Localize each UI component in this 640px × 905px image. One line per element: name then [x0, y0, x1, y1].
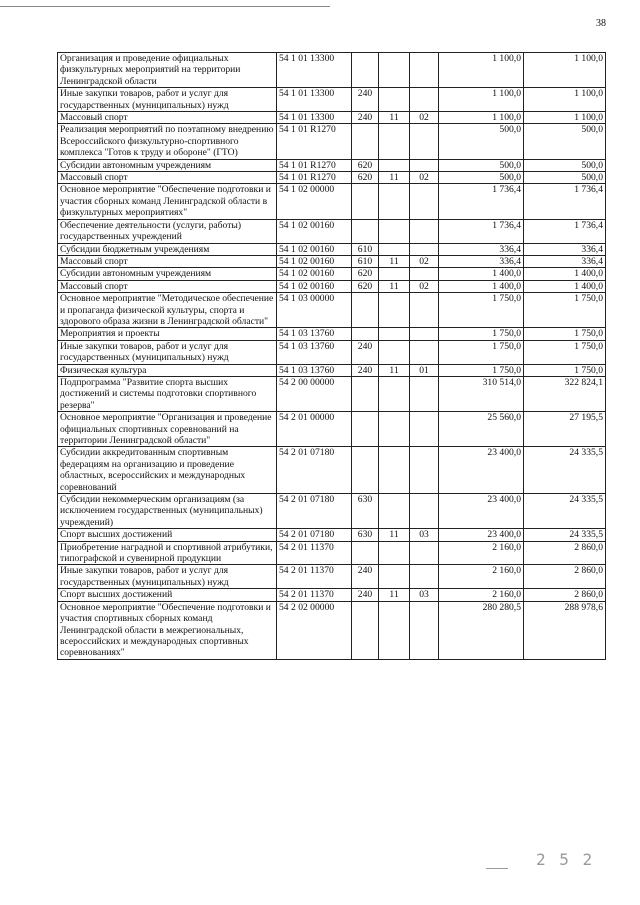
expense-type-code: 240: [352, 88, 379, 112]
amount-year-1: 1 736,4: [439, 184, 524, 219]
expense-type-code: [352, 124, 379, 159]
table-row: [58, 328, 606, 340]
section-code: 11: [379, 112, 410, 124]
table-row: [58, 412, 606, 447]
amount-year-2: 1 100,0: [524, 53, 606, 88]
amount-year-2: 1 750,0: [524, 364, 606, 376]
section-code: [379, 88, 410, 112]
section-code: [379, 601, 410, 659]
table-row: [58, 293, 606, 328]
table-row: [58, 255, 606, 267]
subsection-code: [410, 53, 439, 88]
subsection-code: [410, 565, 439, 589]
budget-table-body: [58, 53, 606, 660]
row-name: Основное мероприятие "Обеспечение подготовки и участия сборных команд Ленинградской области в физкультурных мероприятиях": [58, 184, 277, 219]
section-code: 11: [379, 364, 410, 376]
table-row: [58, 172, 606, 184]
section-code: 11: [379, 280, 410, 292]
row-name: Основное мероприятие "Организация и проведение официальных спортивных соревнований на территории Ленинградской области": [58, 412, 277, 447]
amount-year-2: 336,4: [524, 255, 606, 267]
row-name: Массовый спорт: [58, 280, 277, 292]
target-article-code: 54 1 01 13300: [277, 88, 352, 112]
amount-year-1: 23 400,0: [439, 494, 524, 529]
subsection-code: 01: [410, 364, 439, 376]
amount-year-1: 1 736,4: [439, 219, 524, 243]
table-row: [58, 243, 606, 255]
section-code: [379, 159, 410, 171]
expense-type-code: 620: [352, 159, 379, 171]
table-row: [58, 364, 606, 376]
target-article-code: 54 2 01 00000: [277, 412, 352, 447]
subsection-code: [410, 293, 439, 328]
amount-year-2: 1 100,0: [524, 112, 606, 124]
table-row: [58, 589, 606, 601]
expense-type-code: 620: [352, 280, 379, 292]
row-name: Массовый спорт: [58, 172, 277, 184]
row-name: Иные закупки товаров, работ и услуг для государственных (муниципальных) нужд: [58, 340, 277, 364]
page-number: 38: [596, 18, 606, 29]
amount-year-1: 500,0: [439, 172, 524, 184]
target-article-code: 54 1 03 13760: [277, 340, 352, 364]
amount-year-1: 1 750,0: [439, 364, 524, 376]
row-name: Массовый спорт: [58, 255, 277, 267]
table-row: [58, 601, 606, 659]
table-row: [58, 529, 606, 541]
section-code: [379, 541, 410, 565]
subsection-code: [410, 243, 439, 255]
table-row: [58, 541, 606, 565]
expense-type-code: 610: [352, 243, 379, 255]
expense-type-code: 240: [352, 340, 379, 364]
amount-year-2: 500,0: [524, 124, 606, 159]
row-name: Реализация мероприятий по поэтапному внедрению Всероссийского физкультурно-спортивного комплекса "Готов к труду и обороне" (ГТО): [58, 124, 277, 159]
target-article-code: 54 1 01 R1270: [277, 159, 352, 171]
section-code: [379, 447, 410, 494]
amount-year-2: 322 824,1: [524, 376, 606, 411]
amount-year-1: 2 160,0: [439, 589, 524, 601]
target-article-code: 54 1 03 13760: [277, 328, 352, 340]
section-code: [379, 124, 410, 159]
amount-year-1: 1 400,0: [439, 280, 524, 292]
target-article-code: 54 1 02 00000: [277, 184, 352, 219]
target-article-code: 54 1 01 13300: [277, 53, 352, 88]
expense-type-code: 610: [352, 255, 379, 267]
table-row: [58, 159, 606, 171]
target-article-code: 54 2 00 00000: [277, 376, 352, 411]
expense-type-code: [352, 376, 379, 411]
row-name: Субсидии аккредитованным спортивным федерациям на организацию и проведение областных, всероссийских и международных соревнований: [58, 447, 277, 494]
target-article-code: 54 1 02 00160: [277, 268, 352, 280]
row-name: Субсидии автономным учреждениям: [58, 268, 277, 280]
subsection-code: [410, 376, 439, 411]
amount-year-1: 1 400,0: [439, 268, 524, 280]
amount-year-1: 2 160,0: [439, 541, 524, 565]
section-code: [379, 219, 410, 243]
subsection-code: [410, 268, 439, 280]
subsection-code: [410, 447, 439, 494]
subsection-code: [410, 494, 439, 529]
amount-year-1: 2 160,0: [439, 565, 524, 589]
amount-year-2: 24 335,5: [524, 494, 606, 529]
row-name: Иные закупки товаров, работ и услуг для государственных (муниципальных) нужд: [58, 565, 277, 589]
row-name: Субсидии автономным учреждениям: [58, 159, 277, 171]
amount-year-2: 500,0: [524, 159, 606, 171]
subsection-code: [410, 124, 439, 159]
row-name: Спорт высших достижений: [58, 529, 277, 541]
table-row: [58, 376, 606, 411]
table-row: [58, 268, 606, 280]
subsection-code: [410, 340, 439, 364]
target-article-code: 54 2 01 11370: [277, 565, 352, 589]
table-row: [58, 184, 606, 219]
expense-type-code: 630: [352, 529, 379, 541]
sheet-number-stamp: 2 5 2: [536, 850, 595, 869]
row-name: Спорт высших достижений: [58, 589, 277, 601]
target-article-code: 54 2 01 07180: [277, 494, 352, 529]
target-article-code: 54 1 02 00160: [277, 255, 352, 267]
amount-year-2: 1 736,4: [524, 184, 606, 219]
target-article-code: 54 1 03 00000: [277, 293, 352, 328]
section-code: [379, 494, 410, 529]
target-article-code: 54 1 02 00160: [277, 219, 352, 243]
amount-year-1: 1 750,0: [439, 293, 524, 328]
row-name: Основное мероприятие "Методическое обеспечение и пропаганда физической культуры, спорта и здорового образа жизни в Ленинградской области": [58, 293, 277, 328]
section-code: [379, 53, 410, 88]
subsection-code: [410, 541, 439, 565]
row-name: Основное мероприятие "Обеспечение подготовки и участия спортивных сборных команд Ленинградской области в межрегиональных, всероссийских и международных спортивных соревнованиях": [58, 601, 277, 659]
target-article-code: 54 2 01 11370: [277, 589, 352, 601]
section-code: 11: [379, 172, 410, 184]
subsection-code: [410, 184, 439, 219]
target-article-code: 54 2 01 07180: [277, 447, 352, 494]
subsection-code: [410, 88, 439, 112]
target-article-code: 54 1 01 13300: [277, 112, 352, 124]
amount-year-2: 2 860,0: [524, 541, 606, 565]
subsection-code: 03: [410, 589, 439, 601]
target-article-code: 54 2 02 00000: [277, 601, 352, 659]
expense-type-code: [352, 328, 379, 340]
table-row: [58, 447, 606, 494]
amount-year-2: 500,0: [524, 172, 606, 184]
expense-type-code: [352, 219, 379, 243]
amount-year-2: 288 978,6: [524, 601, 606, 659]
expense-type-code: [352, 53, 379, 88]
amount-year-2: 24 335,5: [524, 447, 606, 494]
amount-year-2: 2 860,0: [524, 589, 606, 601]
subsection-code: 02: [410, 255, 439, 267]
amount-year-2: 1 750,0: [524, 293, 606, 328]
row-name: Приобретение наградной и спортивной атрибутики, типографской и сувенирной продукции: [58, 541, 277, 565]
subsection-code: [410, 159, 439, 171]
subsection-code: [410, 601, 439, 659]
expense-type-code: [352, 184, 379, 219]
expense-type-code: [352, 447, 379, 494]
row-name: Субсидии бюджетным учреждениям: [58, 243, 277, 255]
amount-year-1: 500,0: [439, 159, 524, 171]
scan-top-line: [0, 6, 330, 7]
section-code: [379, 412, 410, 447]
row-name: Обеспечение деятельности (услуги, работы) государственных учреждений: [58, 219, 277, 243]
subsection-code: [410, 328, 439, 340]
amount-year-1: 1 750,0: [439, 340, 524, 364]
section-code: [379, 184, 410, 219]
amount-year-2: 2 860,0: [524, 565, 606, 589]
amount-year-2: 24 335,5: [524, 529, 606, 541]
subsection-code: 02: [410, 112, 439, 124]
expense-type-code: 240: [352, 589, 379, 601]
amount-year-1: 336,4: [439, 243, 524, 255]
expense-type-code: 240: [352, 565, 379, 589]
target-article-code: 54 1 02 00160: [277, 280, 352, 292]
table-row: [58, 280, 606, 292]
table-row: [58, 565, 606, 589]
amount-year-2: 1 400,0: [524, 268, 606, 280]
budget-table: [57, 52, 606, 660]
amount-year-2: 1 750,0: [524, 328, 606, 340]
table-row: [58, 124, 606, 159]
subsection-code: 02: [410, 172, 439, 184]
table-row: [58, 88, 606, 112]
expense-type-code: 620: [352, 172, 379, 184]
expense-type-code: 240: [352, 112, 379, 124]
target-article-code: 54 1 02 00160: [277, 243, 352, 255]
table-row: [58, 53, 606, 88]
row-name: Массовый спорт: [58, 112, 277, 124]
subsection-code: [410, 219, 439, 243]
section-code: 11: [379, 589, 410, 601]
row-name: Иные закупки товаров, работ и услуг для государственных (муниципальных) нужд: [58, 88, 277, 112]
section-code: [379, 565, 410, 589]
row-name: Физическая культура: [58, 364, 277, 376]
section-code: [379, 340, 410, 364]
expense-type-code: 620: [352, 268, 379, 280]
expense-type-code: [352, 293, 379, 328]
row-name: Подпрограмма "Развитие спорта высших достижений и системы подготовки спортивного резерва": [58, 376, 277, 411]
section-code: [379, 293, 410, 328]
subsection-code: 02: [410, 280, 439, 292]
target-article-code: 54 2 01 07180: [277, 529, 352, 541]
amount-year-1: 1 750,0: [439, 328, 524, 340]
amount-year-1: 310 514,0: [439, 376, 524, 411]
amount-year-2: 1 750,0: [524, 340, 606, 364]
amount-year-1: 23 400,0: [439, 529, 524, 541]
expense-type-code: 630: [352, 494, 379, 529]
scan-mark: [486, 868, 508, 869]
expense-type-code: [352, 541, 379, 565]
section-code: 11: [379, 255, 410, 267]
target-article-code: 54 1 01 R1270: [277, 172, 352, 184]
section-code: [379, 328, 410, 340]
amount-year-2: 336,4: [524, 243, 606, 255]
row-name: Организация и проведение официальных физкультурных мероприятий на территории Ленинградской области: [58, 53, 277, 88]
section-code: [379, 268, 410, 280]
amount-year-1: 336,4: [439, 255, 524, 267]
amount-year-2: 1 736,4: [524, 219, 606, 243]
row-name: Субсидии некоммерческим организациям (за исключением государственных (муниципальных) учреждений): [58, 494, 277, 529]
amount-year-1: 1 100,0: [439, 112, 524, 124]
amount-year-2: 27 195,5: [524, 412, 606, 447]
amount-year-1: 1 100,0: [439, 88, 524, 112]
table-row: [58, 112, 606, 124]
amount-year-1: 23 400,0: [439, 447, 524, 494]
section-code: [379, 243, 410, 255]
expense-type-code: [352, 601, 379, 659]
target-article-code: 54 1 03 13760: [277, 364, 352, 376]
amount-year-1: 500,0: [439, 124, 524, 159]
expense-type-code: 240: [352, 364, 379, 376]
table-row: [58, 340, 606, 364]
subsection-code: [410, 412, 439, 447]
target-article-code: 54 2 01 11370: [277, 541, 352, 565]
section-code: [379, 376, 410, 411]
amount-year-2: 1 100,0: [524, 88, 606, 112]
amount-year-1: 280 280,5: [439, 601, 524, 659]
row-name: Мероприятия и проекты: [58, 328, 277, 340]
table-row: [58, 219, 606, 243]
table-row: [58, 494, 606, 529]
amount-year-1: 1 100,0: [439, 53, 524, 88]
section-code: 11: [379, 529, 410, 541]
target-article-code: 54 1 01 R1270: [277, 124, 352, 159]
amount-year-2: 1 400,0: [524, 280, 606, 292]
amount-year-1: 25 560,0: [439, 412, 524, 447]
expense-type-code: [352, 412, 379, 447]
subsection-code: 03: [410, 529, 439, 541]
